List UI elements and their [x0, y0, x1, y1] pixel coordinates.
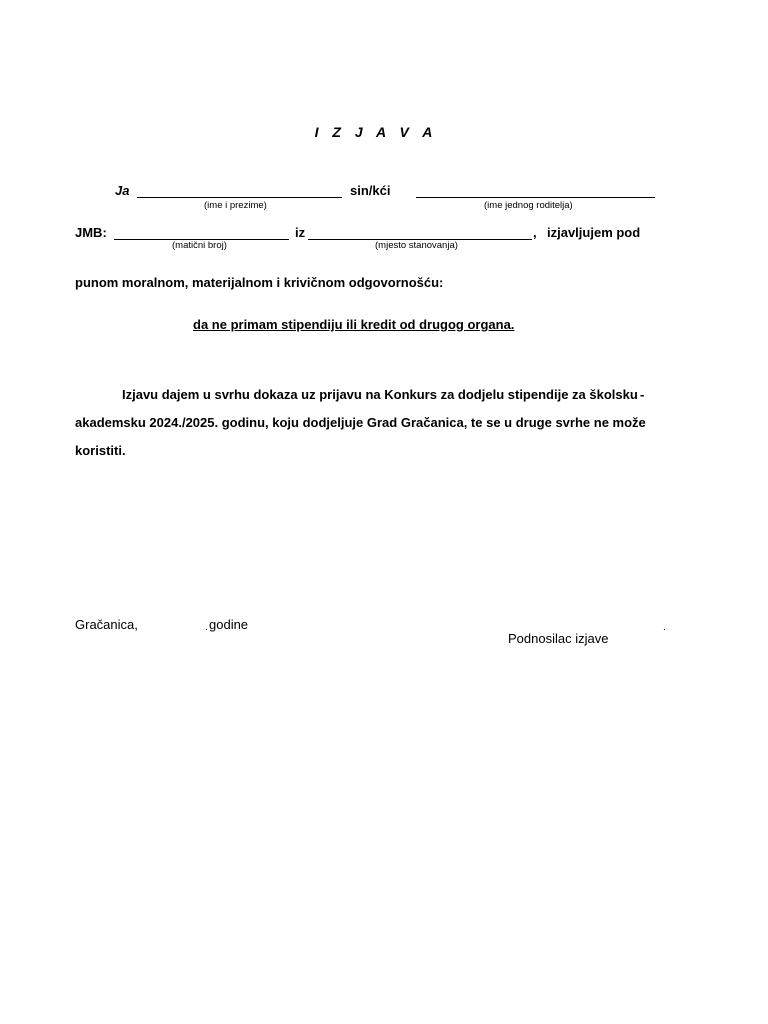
- name-caption: (ime i prezime): [204, 200, 267, 211]
- paragraph-dash: -: [640, 387, 645, 402]
- paragraph-line-2: akademsku 2024./2025. godinu, koju dodjeljuje Grad Gračanica, te se u druge svrhe ne može: [75, 415, 646, 430]
- sin-kci-label: sin/kći: [350, 183, 391, 198]
- responsibility-text: punom moralnom, materijalnom i krivičnom odgovornošću:: [75, 275, 444, 290]
- date-dot: .: [205, 622, 208, 633]
- name-line[interactable]: [137, 197, 342, 198]
- parent-name-line[interactable]: [416, 197, 655, 198]
- paragraph-line-1: Izjavu dajem u svrhu dokaza uz prijavu na Konkurs za dodjelu stipendije za školsku: [122, 387, 638, 402]
- izjavljujem-label: izjavljujem pod: [547, 225, 641, 240]
- jmb-caption: (matični broj): [172, 240, 227, 251]
- comma: ,: [533, 225, 537, 240]
- ja-label: Ja: [115, 183, 130, 198]
- jmb-label: JMB:: [75, 225, 107, 240]
- signature-dot: .: [663, 622, 666, 633]
- place-text: Gračanica,: [75, 617, 138, 632]
- godine-text: godine: [209, 617, 249, 632]
- document-title: I Z J A V A: [314, 124, 438, 140]
- signatory-label: Podnosilac izjave: [508, 631, 609, 646]
- parent-name-caption: (ime jednog roditelja): [484, 200, 573, 211]
- place-caption: (mjesto stanovanja): [375, 240, 458, 251]
- iz-label: iz: [295, 225, 306, 240]
- paragraph-line-3: koristiti.: [75, 443, 126, 458]
- statement-text: da ne primam stipendiju ili kredit od drugog organa.: [193, 317, 515, 332]
